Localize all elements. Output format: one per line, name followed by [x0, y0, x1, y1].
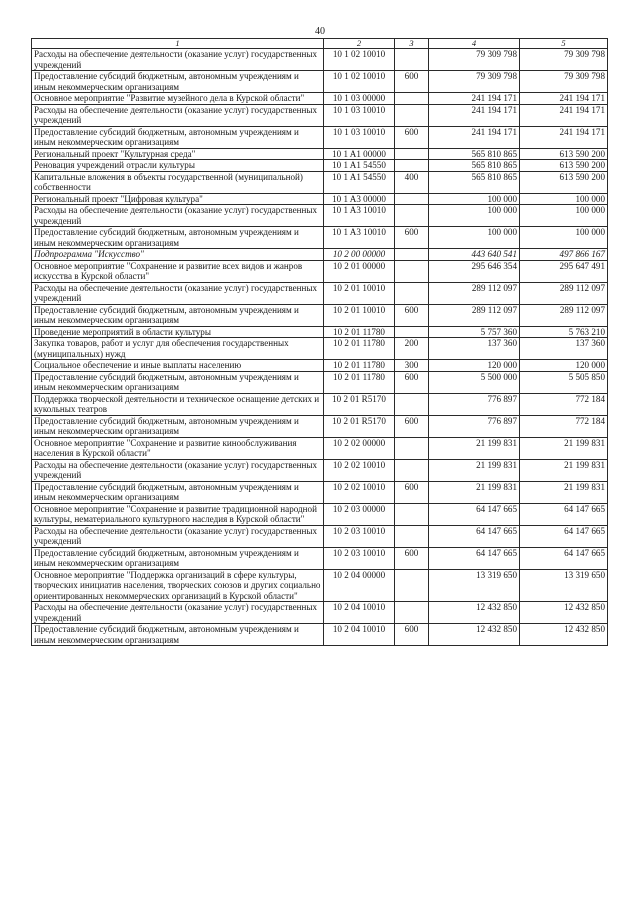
table-row	[32, 338, 608, 360]
row-name: Расходы на обеспечение деятельности (оказание услуг) государственных учреждений	[32, 525, 324, 547]
row-amount-col5: 100 000	[520, 193, 608, 205]
row-code: 10 2 01 00000	[324, 260, 395, 282]
row-expense-type	[395, 459, 429, 481]
row-code: 10 2 01 R5170	[324, 415, 395, 437]
row-amount-col5: 64 147 665	[520, 503, 608, 525]
row-code: 10 2 01 10010	[324, 282, 395, 304]
row-amount-col4: 13 319 650	[429, 569, 520, 602]
row-name: Предоставление субсидий бюджетным, автономным учреждениям и иным некоммерческим организациям	[32, 126, 324, 148]
row-expense-type: 200	[395, 338, 429, 360]
row-amount-col5: 137 360	[520, 338, 608, 360]
page-number: 40	[315, 26, 325, 37]
row-expense-type	[395, 282, 429, 304]
row-amount-col4: 64 147 665	[429, 547, 520, 569]
row-amount-col4: 12 432 850	[429, 624, 520, 646]
table-row	[32, 569, 608, 602]
row-amount-col5: 120 000	[520, 360, 608, 372]
table-row	[32, 249, 608, 261]
row-code: 10 2 03 10010	[324, 547, 395, 569]
row-expense-type	[395, 93, 429, 105]
table-row	[32, 525, 608, 547]
table-row	[32, 624, 608, 646]
row-amount-col5: 613 590 200	[520, 148, 608, 160]
row-expense-type: 300	[395, 360, 429, 372]
header-col-1: 1	[32, 39, 324, 49]
row-amount-col4: 289 112 097	[429, 304, 520, 326]
row-code: 10 2 01 11780	[324, 371, 395, 393]
row-amount-col4: 289 112 097	[429, 282, 520, 304]
row-code: 10 2 02 10010	[324, 459, 395, 481]
row-expense-type: 600	[395, 71, 429, 93]
row-amount-col4: 5 500 000	[429, 371, 520, 393]
row-name: Основное мероприятие "Сохранение и развитие традиционной народной культуры, нематериального культурного наследия в Курской области"	[32, 503, 324, 525]
table-row	[32, 93, 608, 105]
table-row	[32, 304, 608, 326]
row-amount-col4: 565 810 865	[429, 171, 520, 193]
header-row	[32, 39, 608, 49]
row-code: 10 2 01 11780	[324, 360, 395, 372]
row-amount-col5: 64 147 665	[520, 547, 608, 569]
row-amount-col4: 295 646 354	[429, 260, 520, 282]
row-code: 10 1 03 10010	[324, 126, 395, 148]
table-row	[32, 260, 608, 282]
row-code: 10 2 02 00000	[324, 437, 395, 459]
row-amount-col4: 241 194 171	[429, 104, 520, 126]
table-row	[32, 160, 608, 172]
table-row	[32, 481, 608, 503]
row-code: 10 2 02 10010	[324, 481, 395, 503]
row-name: Основное мероприятие "Развитие музейного дела в Курской области"	[32, 93, 324, 105]
row-code: 10 1 03 00000	[324, 93, 395, 105]
row-code: 10 2 03 10010	[324, 525, 395, 547]
row-name: Расходы на обеспечение деятельности (оказание услуг) государственных учреждений	[32, 205, 324, 227]
row-amount-col5: 100 000	[520, 205, 608, 227]
row-code: 10 2 04 10010	[324, 624, 395, 646]
table-row	[32, 459, 608, 481]
row-amount-col4: 100 000	[429, 205, 520, 227]
row-expense-type: 600	[395, 415, 429, 437]
row-amount-col4: 241 194 171	[429, 126, 520, 148]
row-amount-col4: 565 810 865	[429, 160, 520, 172]
row-amount-col4: 79 309 798	[429, 49, 520, 71]
row-amount-col5: 12 432 850	[520, 624, 608, 646]
row-name: Предоставление субсидий бюджетным, автономным учреждениям и иным некоммерческим организациям	[32, 415, 324, 437]
row-code: 10 1 02 10010	[324, 71, 395, 93]
row-expense-type: 600	[395, 481, 429, 503]
budget-table	[31, 38, 608, 646]
row-amount-col5: 79 309 798	[520, 49, 608, 71]
row-amount-col5: 613 590 200	[520, 171, 608, 193]
row-name: Предоставление субсидий бюджетным, автономным учреждениям и иным некоммерческим организациям	[32, 71, 324, 93]
row-amount-col5: 497 866 167	[520, 249, 608, 261]
row-name: Предоставление субсидий бюджетным, автономным учреждениям и иным некоммерческим организациям	[32, 371, 324, 393]
row-name: Социальное обеспечение и иные выплаты населению	[32, 360, 324, 372]
row-amount-col5: 289 112 097	[520, 282, 608, 304]
row-name: Поддержка творческой деятельности и техническое оснащение детских и кукольных театров	[32, 393, 324, 415]
table-row	[32, 437, 608, 459]
table-row	[32, 104, 608, 126]
row-amount-col4: 21 199 831	[429, 481, 520, 503]
row-expense-type: 600	[395, 371, 429, 393]
row-amount-col5: 21 199 831	[520, 437, 608, 459]
row-code: 10 1 A3 10010	[324, 205, 395, 227]
table-row	[32, 148, 608, 160]
row-amount-col5: 12 432 850	[520, 602, 608, 624]
table-row	[32, 71, 608, 93]
row-expense-type	[395, 525, 429, 547]
row-code: 10 1 A1 54550	[324, 171, 395, 193]
row-amount-col5: 13 319 650	[520, 569, 608, 602]
table-row	[32, 360, 608, 372]
table-body	[32, 49, 608, 646]
row-code: 10 1 02 10010	[324, 49, 395, 71]
row-expense-type: 600	[395, 126, 429, 148]
row-name: Расходы на обеспечение деятельности (оказание услуг) государственных учреждений	[32, 282, 324, 304]
header-col-5: 5	[520, 39, 608, 49]
row-expense-type: 600	[395, 547, 429, 569]
row-expense-type	[395, 260, 429, 282]
row-amount-col4: 120 000	[429, 360, 520, 372]
row-amount-col4: 443 640 541	[429, 249, 520, 261]
row-expense-type	[395, 602, 429, 624]
row-code: 10 2 04 10010	[324, 602, 395, 624]
row-amount-col4: 565 810 865	[429, 148, 520, 160]
row-name: Закупка товаров, работ и услуг для обеспечения государственных (муниципальных) нужд	[32, 338, 324, 360]
row-amount-col5: 289 112 097	[520, 304, 608, 326]
row-name: Основное мероприятие "Сохранение и развитие кинообслуживания населения в Курской области"	[32, 437, 324, 459]
row-expense-type	[395, 160, 429, 172]
row-amount-col5: 772 184	[520, 415, 608, 437]
table-row	[32, 326, 608, 338]
row-name: Предоставление субсидий бюджетным, автономным учреждениям и иным некоммерческим организациям	[32, 304, 324, 326]
header-col-3: 3	[395, 39, 429, 49]
row-amount-col5: 100 000	[520, 227, 608, 249]
row-expense-type	[395, 104, 429, 126]
row-expense-type	[395, 249, 429, 261]
row-name: Региональный проект "Культурная среда"	[32, 148, 324, 160]
row-amount-col5: 21 199 831	[520, 481, 608, 503]
row-code: 10 1 03 10010	[324, 104, 395, 126]
table-row	[32, 371, 608, 393]
row-expense-type	[395, 193, 429, 205]
row-name: Региональный проект "Цифровая культура"	[32, 193, 324, 205]
row-amount-col5: 64 147 665	[520, 525, 608, 547]
row-code: 10 2 01 R5170	[324, 393, 395, 415]
row-name: Предоставление субсидий бюджетным, автономным учреждениям и иным некоммерческим организациям	[32, 624, 324, 646]
row-amount-col5: 295 647 491	[520, 260, 608, 282]
row-amount-col4: 5 757 360	[429, 326, 520, 338]
row-name: Капитальные вложения в объекты государственной (муниципальной) собственности	[32, 171, 324, 193]
row-amount-col5: 772 184	[520, 393, 608, 415]
table-row	[32, 193, 608, 205]
row-amount-col4: 100 000	[429, 227, 520, 249]
row-code: 10 1 A3 10010	[324, 227, 395, 249]
row-amount-col4: 137 360	[429, 338, 520, 360]
row-expense-type	[395, 205, 429, 227]
row-amount-col5: 5 763 210	[520, 326, 608, 338]
row-name: Предоставление субсидий бюджетным, автономным учреждениям и иным некоммерческим организациям	[32, 227, 324, 249]
row-code: 10 2 00 00000	[324, 249, 395, 261]
row-code: 10 2 01 11780	[324, 326, 395, 338]
row-name: Расходы на обеспечение деятельности (оказание услуг) государственных учреждений	[32, 459, 324, 481]
row-amount-col5: 241 194 171	[520, 126, 608, 148]
row-amount-col4: 12 432 850	[429, 602, 520, 624]
header-col-2: 2	[324, 39, 395, 49]
header-col-4: 4	[429, 39, 520, 49]
row-amount-col5: 21 199 831	[520, 459, 608, 481]
row-expense-type: 600	[395, 304, 429, 326]
table-row	[32, 126, 608, 148]
row-amount-col4: 21 199 831	[429, 437, 520, 459]
table-row	[32, 171, 608, 193]
table-row	[32, 602, 608, 624]
row-name: Проведение мероприятий в области культуры	[32, 326, 324, 338]
row-expense-type	[395, 503, 429, 525]
row-name: Расходы на обеспечение деятельности (оказание услуг) государственных учреждений	[32, 104, 324, 126]
row-code: 10 1 A1 00000	[324, 148, 395, 160]
row-expense-type: 600	[395, 624, 429, 646]
row-expense-type	[395, 148, 429, 160]
table-row	[32, 503, 608, 525]
row-expense-type: 400	[395, 171, 429, 193]
row-amount-col5: 241 194 171	[520, 93, 608, 105]
row-name: Расходы на обеспечение деятельности (оказание услуг) государственных учреждений	[32, 602, 324, 624]
row-amount-col4: 776 897	[429, 393, 520, 415]
row-amount-col5: 79 309 798	[520, 71, 608, 93]
row-code: 10 2 01 10010	[324, 304, 395, 326]
row-code: 10 1 A1 54550	[324, 160, 395, 172]
table-row	[32, 227, 608, 249]
row-name: Реновация учреждений отрасли культуры	[32, 160, 324, 172]
row-name: Основное мероприятие "Поддержка организаций в сфере культуры, творческих инициатив населения, творческих союзов и других социально ориентированных некоммерческих организаций в Курской области"	[32, 569, 324, 602]
row-amount-col4: 241 194 171	[429, 93, 520, 105]
table-row	[32, 205, 608, 227]
table-row	[32, 49, 608, 71]
row-amount-col5: 5 505 850	[520, 371, 608, 393]
row-expense-type	[395, 437, 429, 459]
row-amount-col4: 100 000	[429, 193, 520, 205]
table-row	[32, 393, 608, 415]
row-code: 10 2 04 00000	[324, 569, 395, 602]
row-expense-type	[395, 393, 429, 415]
row-name: Предоставление субсидий бюджетным, автономным учреждениям и иным некоммерческим организациям	[32, 481, 324, 503]
row-expense-type: 600	[395, 227, 429, 249]
row-expense-type	[395, 326, 429, 338]
row-expense-type	[395, 569, 429, 602]
row-code: 10 2 03 00000	[324, 503, 395, 525]
row-expense-type	[395, 49, 429, 71]
row-amount-col4: 776 897	[429, 415, 520, 437]
row-name: Предоставление субсидий бюджетным, автономным учреждениям и иным некоммерческим организациям	[32, 547, 324, 569]
row-amount-col5: 241 194 171	[520, 104, 608, 126]
row-code: 10 2 01 11780	[324, 338, 395, 360]
table-row	[32, 282, 608, 304]
row-amount-col4: 64 147 665	[429, 503, 520, 525]
row-amount-col4: 79 309 798	[429, 71, 520, 93]
row-amount-col5: 613 590 200	[520, 160, 608, 172]
table-row	[32, 547, 608, 569]
row-code: 10 1 A3 00000	[324, 193, 395, 205]
row-name: Основное мероприятие "Сохранение и развитие всех видов и жанров искусства в Курской области"	[32, 260, 324, 282]
row-name: Подпрограмма "Искусство"	[32, 249, 324, 261]
table-row	[32, 415, 608, 437]
row-name: Расходы на обеспечение деятельности (оказание услуг) государственных учреждений	[32, 49, 324, 71]
row-amount-col4: 64 147 665	[429, 525, 520, 547]
row-amount-col4: 21 199 831	[429, 459, 520, 481]
